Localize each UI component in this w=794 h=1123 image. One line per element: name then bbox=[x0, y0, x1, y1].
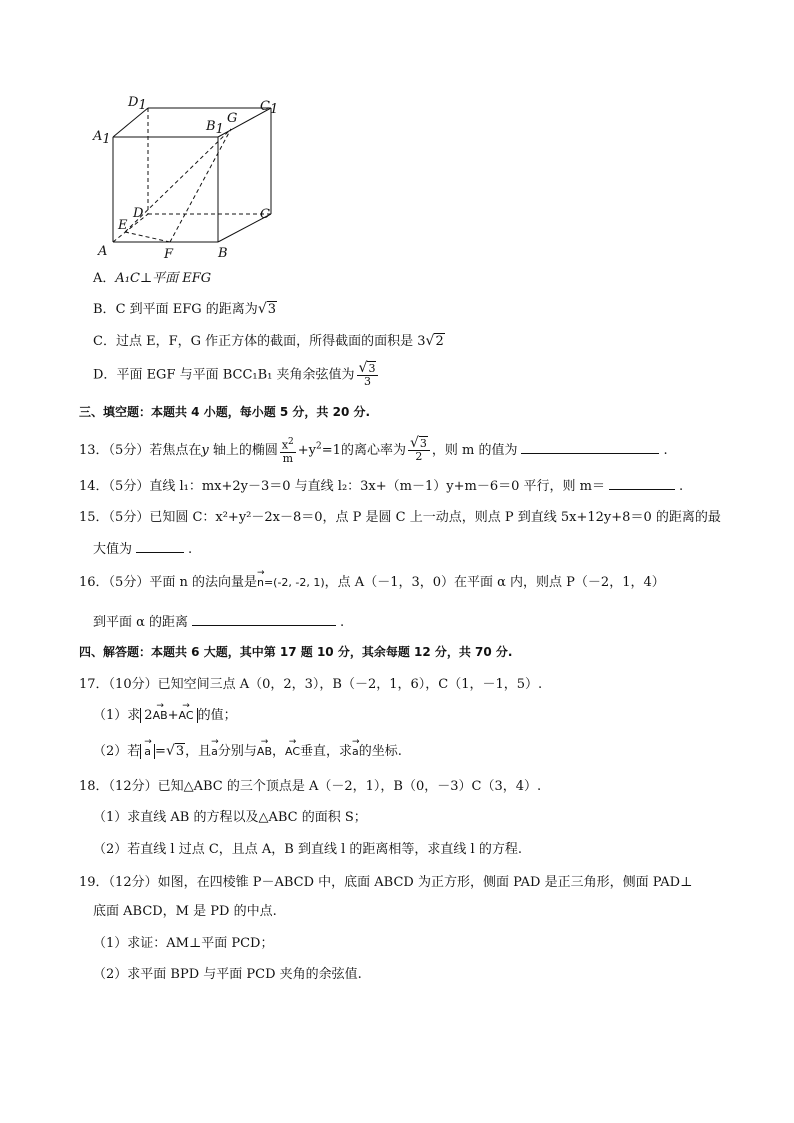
line-e-f bbox=[125, 232, 170, 242]
option-b-prefix: B． bbox=[93, 302, 116, 317]
label-a1: A1 bbox=[93, 129, 111, 147]
question-16-line1 bbox=[79, 568, 665, 592]
question-16-line2 bbox=[93, 613, 344, 632]
label-a: A bbox=[98, 244, 108, 259]
answer-blank[interactable] bbox=[521, 441, 659, 454]
q16-text: 16．（5分）平面 n 的法向量是 bbox=[79, 575, 257, 590]
section3-title: 三、填空题：本题共 4 小题，每小题 5 分，共 20 分. bbox=[79, 405, 371, 419]
option-b-text: C 到平面 EFG 的距离为 bbox=[115, 302, 258, 317]
answer-blank[interactable] bbox=[192, 613, 336, 626]
q17-text: （1）求 bbox=[93, 708, 141, 723]
q16-text: . bbox=[340, 615, 345, 630]
q13-text: =1 bbox=[321, 442, 341, 458]
question-17-stem: 17．（10分）已知空间三点 A（0，2，3），B（－2，1，6），C（1，－1，5）. bbox=[79, 677, 543, 692]
q13-text: 轴上的椭圆 bbox=[208, 442, 278, 458]
q17-text: ，且 bbox=[185, 744, 212, 759]
q17-text: 分别与 bbox=[217, 744, 257, 759]
label-c: C bbox=[260, 207, 270, 222]
abs-expression: → a bbox=[140, 744, 155, 759]
sqrt-expression: √3 bbox=[165, 743, 185, 759]
q15-text: . bbox=[188, 542, 193, 557]
option-a-prefix: A． bbox=[93, 271, 116, 286]
q17-text: 的值； bbox=[197, 708, 237, 723]
q16-vector-value: =(-2, -2, 1) bbox=[263, 576, 325, 589]
label-g: G bbox=[227, 111, 238, 126]
question-19-line2: 底面 ABCD，M 是 PD 的中点. bbox=[93, 904, 277, 919]
option-a bbox=[93, 270, 211, 288]
q17-text: 的坐标. bbox=[358, 744, 402, 759]
label-f: F bbox=[164, 247, 174, 262]
question-18-stem: 18．（12分）已知△ABC 的三个顶点是 A（－2，1），B（0，－3）C（3，4）. bbox=[79, 779, 542, 794]
label-d1: D1 bbox=[128, 95, 147, 113]
q13-text: ，则 m 的值为 bbox=[431, 442, 518, 458]
fraction: $\frac{√3}{3}$ bbox=[357, 362, 379, 388]
cube-figure bbox=[88, 92, 288, 267]
option-d-prefix: D． bbox=[93, 367, 117, 383]
answer-blank[interactable] bbox=[136, 540, 184, 553]
label-b1: B1 bbox=[206, 119, 224, 137]
question-17-part1 bbox=[93, 701, 237, 725]
vector-a: → a bbox=[352, 737, 360, 758]
question-14 bbox=[79, 477, 683, 496]
q13-text: 的离心率为 bbox=[340, 442, 406, 458]
fraction: $\frac{x^2}{m}$ bbox=[281, 437, 294, 465]
label-b: B bbox=[218, 246, 228, 261]
label-d: D bbox=[133, 206, 144, 221]
question-15-line1: 15．（5分）已知圆 C：x²+y²－2x－8＝0，点 P 是圆 C 上一动点，则点 P 到直线 5x+12y+8＝0 的距离的最 bbox=[79, 510, 721, 525]
q16-text: 到平面 α 的距离 bbox=[93, 615, 189, 630]
sqrt-expression: √2 bbox=[425, 333, 444, 349]
answer-blank[interactable] bbox=[609, 477, 675, 490]
q13-exp: 2 bbox=[316, 441, 322, 452]
vector-ac: → AC bbox=[285, 737, 301, 758]
question-13 bbox=[79, 436, 668, 465]
question-18-part2: （2）若直线 l 过点 C，且点 A，B 到直线 l 的距离相等，求直线 l 的方程. bbox=[93, 842, 522, 857]
fraction: $\frac{√3}{2}$ bbox=[408, 437, 430, 463]
q16-text: ，点 A（－1，3，0）在平面 α 内，则点 P（－2，1，4） bbox=[324, 575, 665, 590]
abs-expression: 2 → AB+ → AC bbox=[140, 708, 197, 723]
q17-text: = bbox=[155, 744, 166, 759]
option-c-prefix: C． bbox=[93, 334, 116, 349]
q13-text: +y bbox=[297, 442, 317, 458]
q15-text: 大值为 bbox=[93, 542, 133, 557]
q13-text: 13．（5分）若焦点在 bbox=[79, 442, 202, 458]
option-c bbox=[93, 332, 445, 351]
question-17-part2 bbox=[93, 737, 402, 761]
question-15-line2 bbox=[93, 540, 192, 559]
q14-text: . bbox=[678, 479, 684, 494]
option-b bbox=[93, 300, 277, 319]
q14-text: 14．（5分）直线 l₁：mx+2y－3＝0 与直线 l₂：3x+（m－1）y+m－6＝0 平行，则 m＝ bbox=[79, 479, 605, 494]
vector-n: → n bbox=[256, 568, 265, 589]
q17-text: 垂直，求 bbox=[300, 744, 353, 759]
label-c1: C1 bbox=[260, 99, 279, 117]
question-19-part1: （1）求证：AM⊥平面 PCD； bbox=[93, 936, 274, 951]
sqrt-expression: √3 bbox=[257, 301, 277, 317]
question-19-line1: 19．（12分）如图，在四棱锥 P－ABCD 中，底面 ABCD 为正方形，侧面 PAD 是正三角形，侧面 PAD⊥ bbox=[79, 875, 693, 890]
q13-var: y bbox=[201, 442, 209, 458]
option-d-text: 平面 EGF 与平面 BCC₁B₁ 夹角余弦值为 bbox=[116, 367, 355, 383]
option-a-text: A₁C⊥平面 EFG bbox=[115, 271, 212, 286]
label-e: E bbox=[118, 218, 128, 233]
section4-title: 四、解答题：本题共 6 大题，其中第 17 题 10 分，其余每题 12 分，共 70 分. bbox=[79, 645, 513, 659]
q17-text: （2）若 bbox=[93, 744, 141, 759]
question-19-part2: （2）求平面 BPD 与平面 PCD 夹角的余弦值. bbox=[93, 967, 362, 982]
question-18-part1: （1）求直线 AB 的方程以及△ABC 的面积 S； bbox=[93, 810, 367, 825]
q17-text: ， bbox=[272, 744, 286, 759]
option-d bbox=[93, 362, 380, 388]
option-c-text: 过点 E，F，G 作正方体的截面，所得截面的面积是 3 bbox=[115, 334, 426, 349]
q13-text: . bbox=[663, 442, 668, 458]
vector-a: → a bbox=[211, 737, 219, 758]
line-f-g bbox=[170, 129, 231, 242]
vector-ab: → AB bbox=[256, 737, 272, 758]
